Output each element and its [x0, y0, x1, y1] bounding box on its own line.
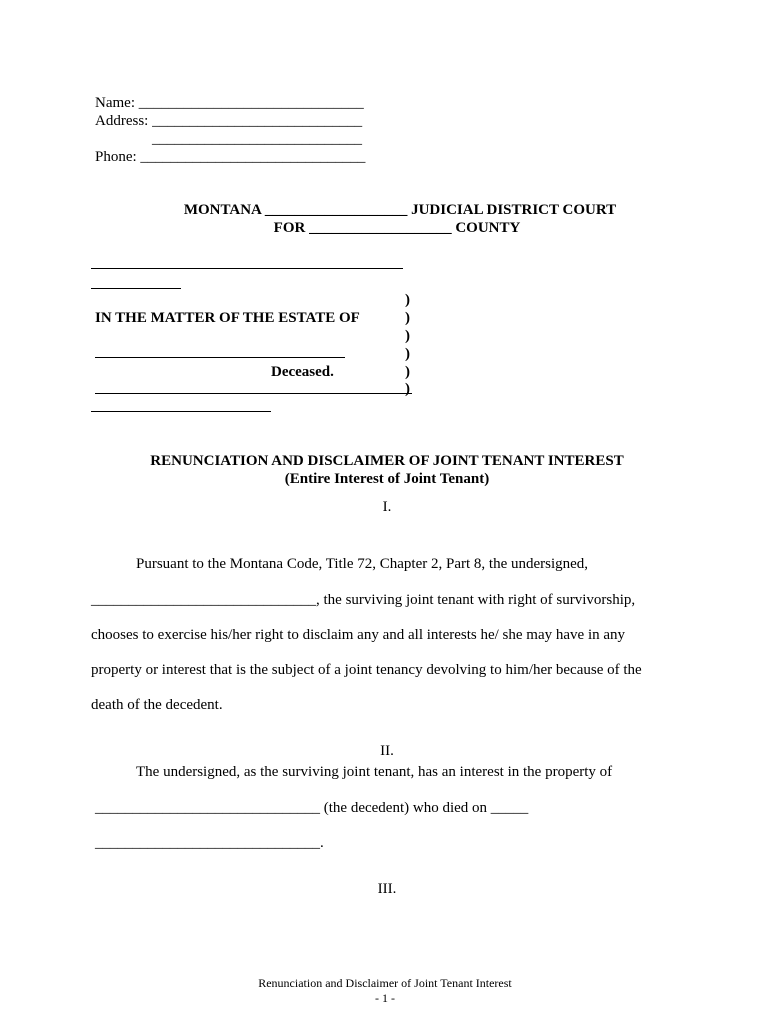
section-1-line-4: property or interest that is the subject of a joint tenancy devolving to him/her because of the: [91, 662, 642, 678]
phone-field-line: Phone: ______________________________: [95, 149, 366, 165]
caption-paren-6: ): [405, 381, 410, 397]
address-field-line: Address: ____________________________: [95, 113, 363, 129]
caption-paren-4: ): [405, 346, 410, 362]
document-subtitle: (Entire Interest of Joint Tenant): [284, 471, 490, 487]
caption-paren-3: ): [405, 328, 410, 344]
section-2-line-1: The undersigned, as the surviving joint tenant, has an interest in the property of: [136, 764, 613, 780]
court-heading-line2: FOR ___________________ COUNTY: [273, 220, 521, 236]
footer-title: Renunciation and Disclaimer of Joint Tenant Interest: [258, 976, 512, 990]
caption-rule-1: [91, 268, 403, 269]
name-field-line: Name: ______________________________: [95, 95, 364, 111]
caption-paren-5: ): [405, 364, 410, 380]
decedent-name-rule: [95, 357, 345, 358]
section-1-line-3: chooses to exercise his/her right to disclaim any and all interests he/ she may have in any: [91, 627, 626, 643]
estate-of-label: IN THE MATTER OF THE ESTATE OF: [95, 310, 360, 326]
section-1-line-2: ______________________________, the surviving joint tenant with right of survivorship,: [91, 592, 636, 608]
caption-rule-3: [95, 393, 412, 394]
deceased-label: Deceased.: [271, 364, 334, 380]
section-1-line-1: Pursuant to the Montana Code, Title 72, Chapter 2, Part 8, the undersigned,: [136, 556, 589, 572]
caption-paren-2: ): [405, 310, 410, 326]
section-2-line-2: ______________________________ (the decedent) who died on _____: [95, 800, 529, 816]
document-title: RENUNCIATION AND DISCLAIMER OF JOINT TENANT INTEREST: [150, 453, 624, 469]
section-3-number: III.: [377, 881, 397, 897]
section-2-line-3: ______________________________.: [95, 835, 324, 851]
section-1-line-5: death of the decedent.: [91, 697, 223, 713]
caption-rule-2: [91, 288, 181, 289]
page-number: - 1 -: [375, 991, 395, 1005]
court-heading-line1: MONTANA ___________________ JUDICIAL DISTRICT COURT: [183, 202, 617, 218]
section-2-number: II.: [380, 743, 394, 759]
caption-rule-4: [91, 411, 271, 412]
address-field-line-2: ____________________________: [152, 131, 362, 147]
caption-paren-1: ): [405, 292, 410, 308]
section-1-number: I.: [382, 499, 392, 515]
